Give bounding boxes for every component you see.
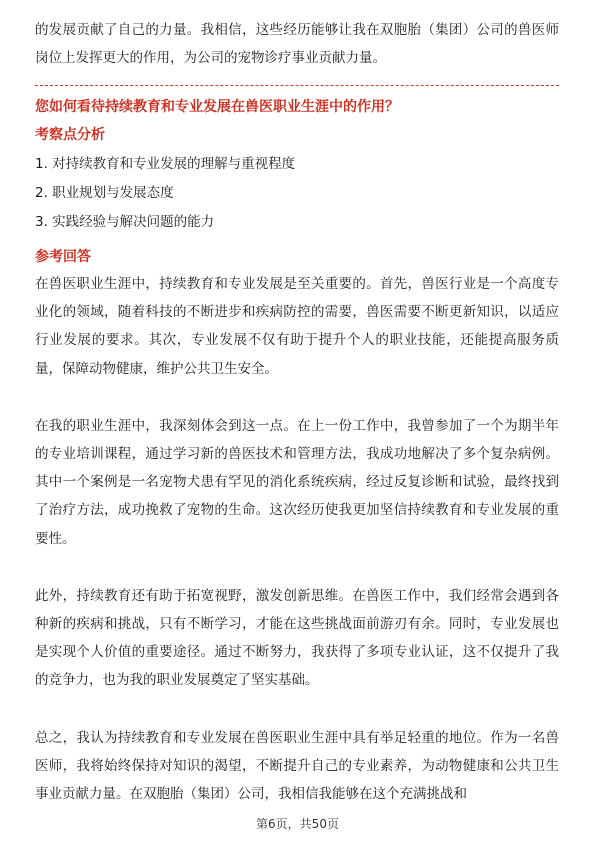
answer-heading: 参考回答 [35, 249, 91, 265]
continued-paragraph: 的发展贡献了自己的力量。我相信，这些经历能够让我在双胞胎（集团）公司的兽医师岗位上发挥更大的作用，为公司的宠物诊疗事业贡献力量。 [35, 22, 559, 66]
analysis-heading: 考察点分析 [35, 127, 105, 143]
section-divider [35, 85, 559, 86]
page-number: 第6页，共50页 [256, 817, 339, 831]
answer-paragraph: 总之，我认为持续教育和专业发展在兽医职业生涯中具有举足轻重的地位。作为一名兽医师，我将始终保持对知识的渴望，不断提升自己的专业素养，为动物健康和公共卫生事业贡献力量。在双胞胎（集团）公司，我相信我能够在这个充满挑战和 [35, 729, 559, 803]
answer-body [35, 270, 559, 837]
answer-paragraph: 在我的职业生涯中，我深刻体会到这一点。在上一份工作中，我曾参加了一个为期半年的专业培训课程，通过学习新的兽医技术和管理方法，我成功地解决了多个复杂病例。其中一个案例是一名宠物犬患有罕见的消化系统疾病，经过反复诊断和试验，最终找到了治疗方法，成功挽救了宠物的生命。这次经历使我更加坚信持续教育和专业发展的重要性。 [35, 417, 559, 547]
analysis-points-list [35, 150, 559, 237]
answer-paragraph: 此外，持续教育还有助于拓宽视野，激发创新思维。在兽医工作中，我们经常会遇到各种新的疾病和挑战，只有不断学习，才能在这些挑战面前游刃有余。同时，专业发展也是实现个人价值的重要途径。通过不断努力，我获得了多项专业认证，这不仅提升了我的竞争力，也为我的职业发展奠定了坚实基础。 [35, 587, 559, 689]
analysis-point: 1. 对持续教育和专业发展的理解与重视程度 [35, 156, 296, 172]
analysis-point: 3. 实践经验与解决问题的能力 [35, 214, 215, 230]
analysis-point: 2. 职业规划与发展态度 [35, 185, 174, 201]
answer-paragraph: 在兽医职业生涯中，持续教育和专业发展是至关重要的。首先，兽医行业是一个高度专业化的领域，随着科技的不断进步和疾病防控的需要，兽医需要不断更新知识，以适应行业发展的要求。其次，专业发展不仅有助于提升个人的职业技能，还能提高服务质量，保障动物健康，维护公共卫生安全。 [35, 276, 559, 377]
question-title: 您如何看待持续教育和专业发展在兽医职业生涯中的作用？ [35, 99, 399, 115]
